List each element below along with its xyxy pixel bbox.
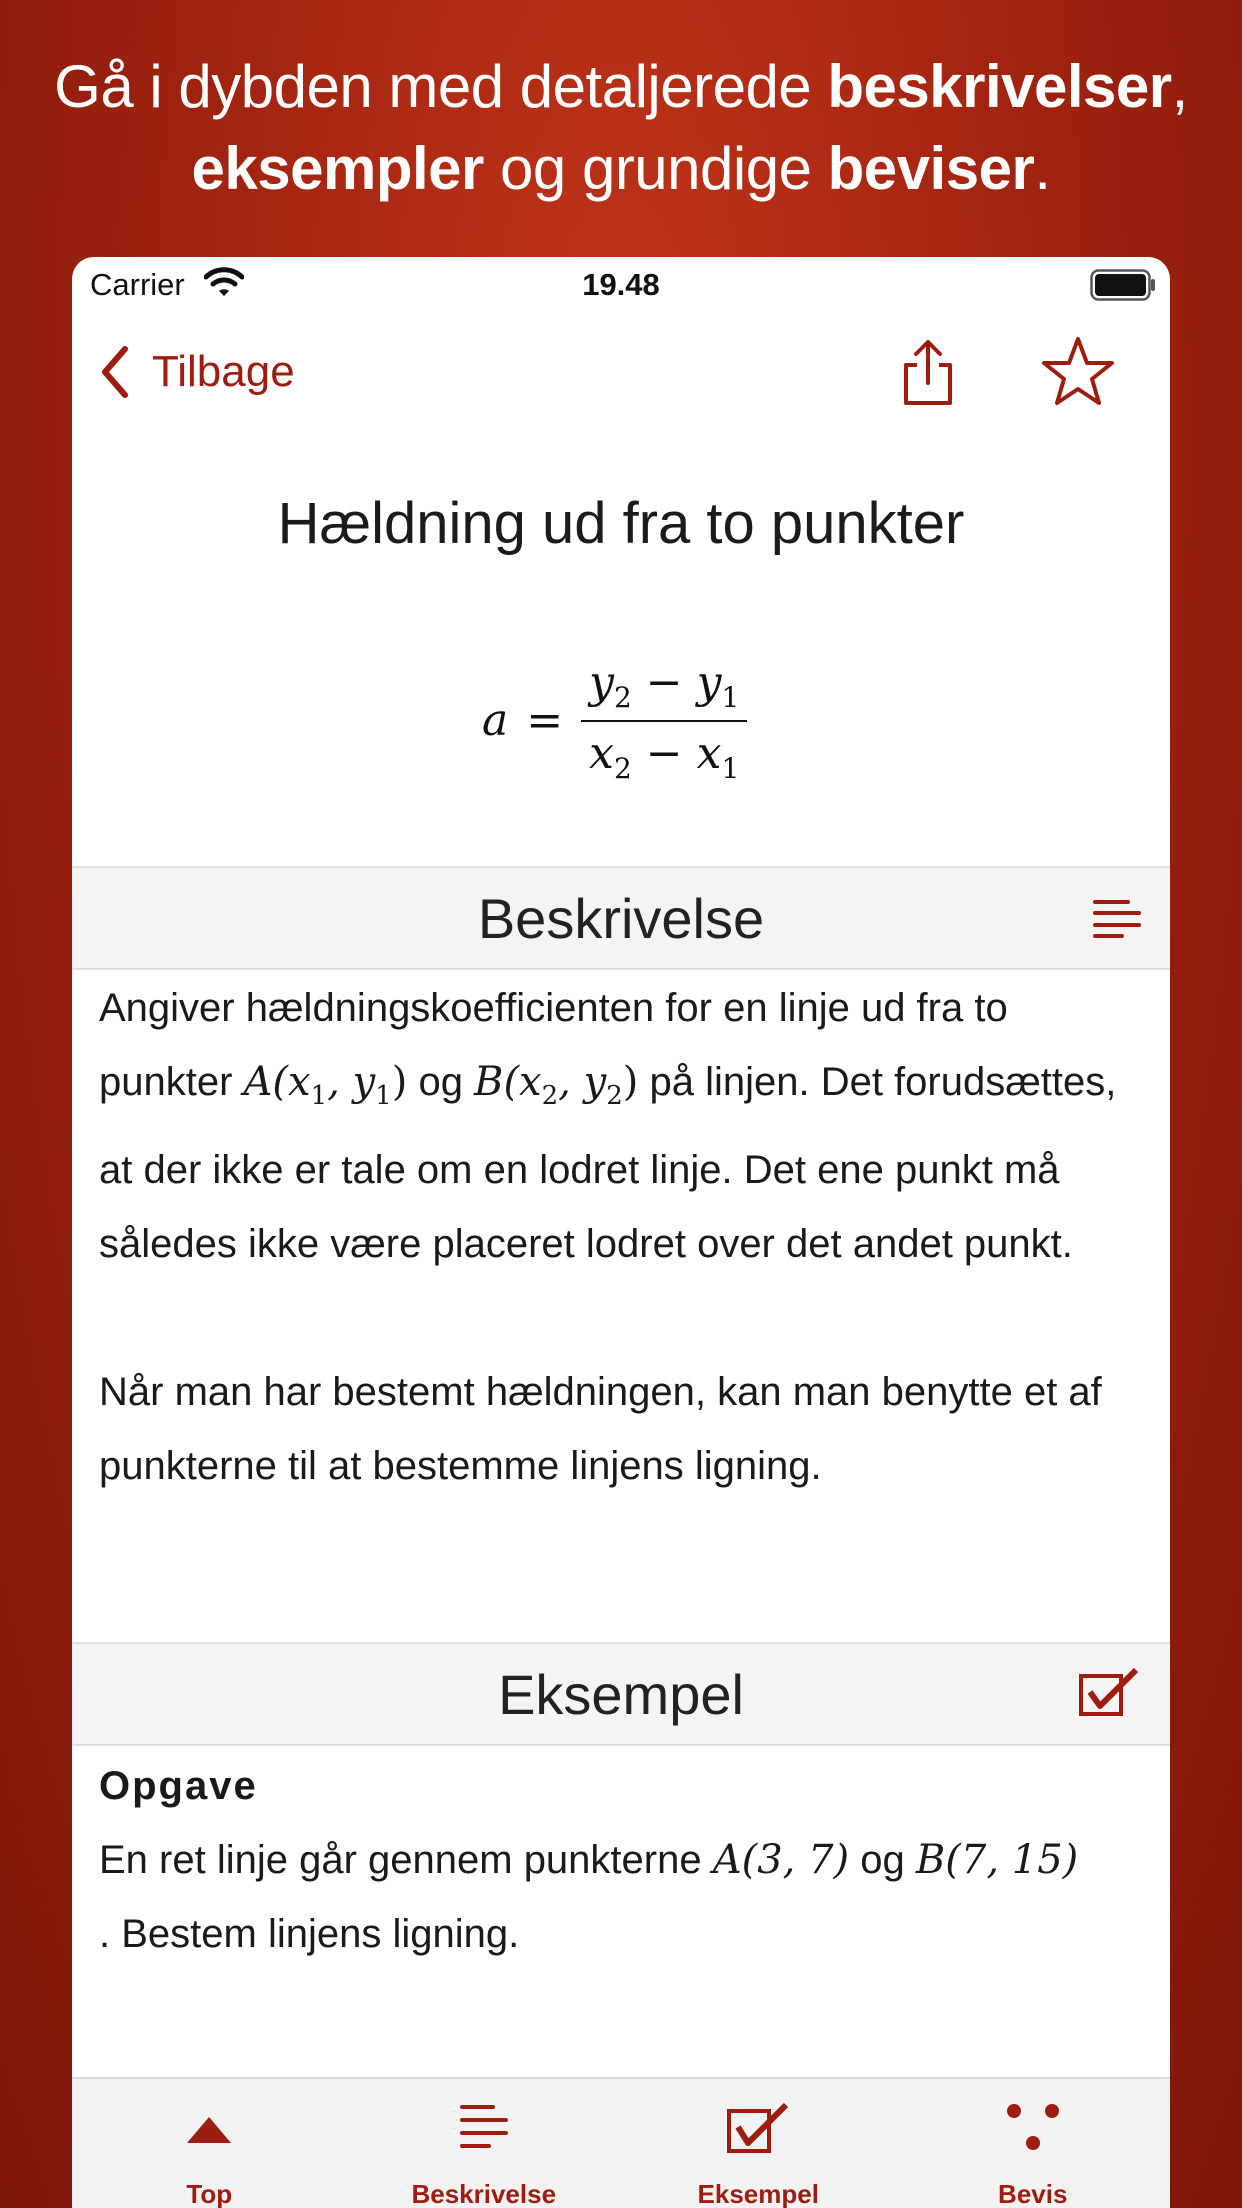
math-sub: 1	[375, 1081, 392, 1111]
math-sub: 2	[613, 680, 632, 714]
math-sub: 2	[606, 1081, 623, 1111]
description-paragraph-1	[99, 971, 1149, 1281]
math-sub: 1	[721, 751, 740, 785]
share-icon	[900, 339, 956, 407]
back-label: Tilbage	[152, 347, 295, 396]
point-a-math	[243, 1059, 408, 1111]
math-op: −	[645, 727, 683, 779]
status-bar	[72, 257, 1170, 317]
tab-example[interactable]	[621, 2079, 896, 2208]
status-time: 19.48	[582, 267, 660, 302]
formula	[482, 657, 747, 785]
math-op: −	[645, 657, 683, 708]
phone-screen	[72, 257, 1170, 2208]
description-paragraph-2: Når man har bestemt hældningen, kan man benytte et af punkterne til at bestemme linjens ligning.	[99, 1370, 1102, 1488]
section-title-description: Beskrivelse	[477, 887, 765, 950]
therefore-icon	[1005, 2101, 1061, 2153]
example-text	[99, 1749, 1149, 1971]
promo-line-2	[0, 128, 1242, 210]
fraction-denominator	[581, 722, 747, 785]
back-button[interactable]	[100, 337, 295, 407]
star-icon	[1040, 335, 1116, 407]
section-header-description	[72, 866, 1170, 970]
promo-bold: eksempler	[191, 135, 484, 202]
promo-line-1	[0, 46, 1242, 128]
example-subhead: Opgave	[99, 1764, 258, 1808]
math-sub: 2	[541, 1081, 559, 1111]
math-sub: 1	[310, 1081, 328, 1111]
promo-bold: beskrivelser	[827, 53, 1172, 120]
example-point-a	[713, 1837, 849, 1883]
triangle-up-icon	[185, 2115, 233, 2145]
tab-label: Beskrivelse	[411, 2179, 557, 2208]
math-var: x	[589, 727, 614, 779]
point-b-math	[474, 1059, 639, 1111]
tab-bar	[72, 2077, 1170, 2208]
example-paragraph	[99, 1823, 1149, 1971]
carrier-label: Carrier	[90, 267, 185, 302]
math-var: B(7, 15)	[915, 1837, 1079, 1883]
text-run: på linjen. Det forudsættes, at der ikke er tale om en lodret linje. Det ene punkt må således ikke være placeret lodret over det andet punkt.	[99, 1060, 1117, 1266]
math-var: x	[696, 727, 722, 779]
tab-label: Top	[186, 2179, 233, 2208]
math-var: , y	[327, 1059, 376, 1105]
tab-label: Eksempel	[697, 2179, 819, 2208]
tab-proof[interactable]	[896, 2079, 1171, 2208]
formula-lhs: a	[482, 695, 509, 747]
promo-text: Gå i dybden med detaljerede	[54, 53, 828, 120]
promo-text: .	[1034, 135, 1051, 202]
math-var: y	[589, 657, 614, 708]
math-var: B(x	[474, 1059, 542, 1105]
promo-headline	[0, 46, 1242, 210]
math-paren: )	[622, 1059, 639, 1105]
favorite-button[interactable]	[1040, 335, 1116, 412]
text-run: En ret linje går gennem punkterne	[99, 1838, 713, 1882]
chevron-left-icon	[100, 345, 130, 399]
promo-text: ,	[1171, 53, 1188, 120]
math-sub: 2	[613, 751, 632, 785]
fraction-numerator	[581, 657, 747, 722]
page-title: Hældning ud fra to punkter	[277, 491, 965, 556]
math-var: A(3, 7)	[712, 1837, 850, 1883]
math-var: , y	[558, 1059, 607, 1105]
promo-bold: beviser	[827, 135, 1035, 202]
checkbox-icon	[1078, 1666, 1142, 1718]
text-run: og	[407, 1060, 475, 1104]
section-title-example: Eksempel	[498, 1663, 744, 1726]
math-var: A(x	[243, 1059, 311, 1105]
tab-top[interactable]	[72, 2079, 347, 2208]
battery-icon	[1090, 269, 1156, 301]
description-text	[99, 971, 1149, 1503]
promo-text: og grundige	[483, 135, 828, 202]
text-run: . Bestem linjens ligning.	[99, 1912, 520, 1956]
text-run: og	[849, 1838, 916, 1882]
section-header-example	[72, 1642, 1170, 1746]
math-sub: 1	[721, 680, 740, 714]
tab-description[interactable]	[347, 2079, 622, 2208]
lines-icon	[459, 2103, 509, 2151]
example-point-b	[916, 1837, 1078, 1883]
formula-equals: =	[526, 695, 564, 747]
checkbox-icon	[726, 2101, 790, 2155]
text-run: Angiver hældningskoefficienten for en linje ud fra to punkter	[99, 986, 1008, 1104]
math-var: y	[696, 657, 722, 708]
math-paren: )	[391, 1059, 408, 1105]
share-button[interactable]	[900, 339, 956, 412]
formula-fraction	[581, 657, 747, 785]
navigation-bar	[72, 317, 1170, 427]
tab-label: Bevis	[998, 2179, 1068, 2208]
lines-icon	[1092, 898, 1142, 940]
